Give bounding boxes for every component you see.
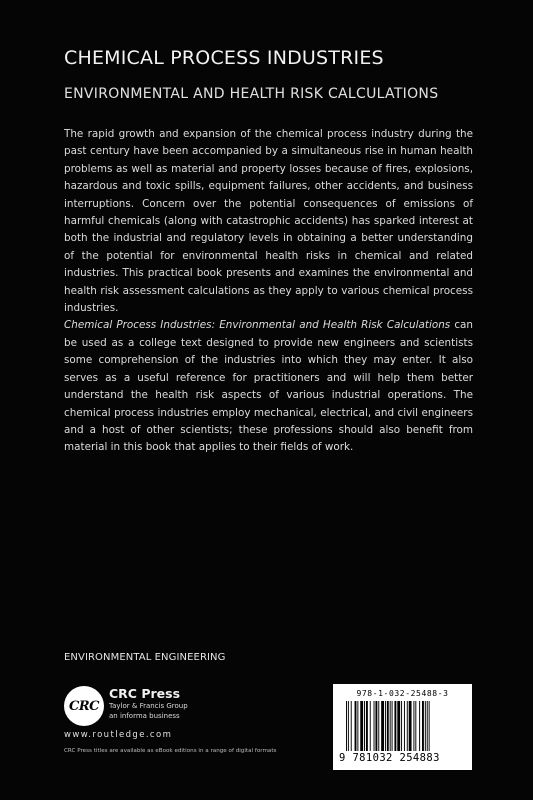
barcode-bar [348, 701, 349, 751]
isbn-digits: 9 781032 254883 [339, 752, 440, 764]
barcode-bar [346, 701, 347, 751]
barcode-bar [394, 701, 396, 751]
ebook-footnote: CRC Press titles are available as eBook editions in a range of digital formats [64, 748, 277, 754]
barcode-icon [346, 701, 460, 751]
crc-logo-icon [64, 686, 104, 726]
barcode-bar [370, 701, 371, 751]
publisher-business: an informa business [109, 712, 180, 720]
barcode-bar [392, 701, 393, 751]
barcode-bar [378, 701, 379, 751]
website-link[interactable]: www.routledge.com [64, 730, 173, 740]
barcode-bar [387, 701, 389, 751]
barcode-bar [429, 701, 430, 751]
barcode-bar [415, 701, 416, 751]
description-paragraph-2 [64, 317, 473, 456]
barcode-bar [419, 701, 420, 751]
publisher-name: CRC Press [109, 686, 181, 701]
barcode-bar [427, 701, 428, 751]
publisher-group: Taylor & Francis Group [109, 702, 188, 710]
barcode-bar [374, 701, 375, 751]
book-title-italic: Chemical Process Industries: Environmental and Health Risk Calculations [64, 319, 451, 332]
barcode-panel [333, 684, 472, 770]
barcode-bar [351, 701, 352, 751]
book-title: CHEMICAL PROCESS INDUSTRIES [64, 47, 384, 69]
barcode-bar [357, 701, 358, 751]
barcode-bar [366, 701, 368, 751]
description-paragraph-2-text: can be used as a college text designed to provide new engineers and scientists some comprehension of the industries into which they may enter. It also serves as a useful reference for practitioners and will help them better understand the health risk aspects of various industrial operations. The chemical process industries employ mechanical, electrical, and civil engineers and a host of other scientists; these professions should also benefit from material in this book that applies to their fields of work. [64, 319, 474, 454]
book-subtitle: ENVIRONMENTAL AND HEALTH RISK CALCULATIONS [64, 86, 439, 102]
barcode-bar [397, 701, 400, 751]
barcode-bar [407, 701, 408, 751]
barcode-bar [425, 701, 426, 751]
barcode-bar [422, 701, 424, 751]
barcode-bar [360, 701, 363, 751]
description-paragraph-1: The rapid growth and expansion of the chemical process industry during the past century have been accompanied by a simultaneous rise in human health problems as well as material and property losses because of fires, explosions, hazardous and toxic spills, equipment failures, other accidents, and business interruptions. Concern over the potential consequences of emissions of harmful chemicals (along with catastrophic accidents) has sparked interest at both the industrial and regulatory levels in obtaining a better understanding of the potential for environmental health risks in chemical and related industries. This practical book presents and examines the environmental and health risk assessment calculations as they apply to various chemical process industries. [64, 128, 473, 315]
description [64, 126, 473, 457]
barcode-bar [355, 701, 357, 751]
barcode-bar [390, 701, 391, 751]
barcode-bar [413, 701, 414, 751]
barcode-bar [364, 701, 365, 751]
barcode-bar [401, 701, 402, 751]
barcode-bar [385, 701, 386, 751]
barcode-bar [381, 701, 384, 751]
subject-category: ENVIRONMENTAL ENGINEERING [64, 652, 226, 663]
barcode-bar [404, 701, 405, 751]
barcode-bar [409, 701, 412, 751]
isbn-top: 978-1-032-25488-3 [356, 689, 449, 698]
barcode-bar [375, 701, 377, 751]
logo-text: CRC [69, 698, 99, 714]
